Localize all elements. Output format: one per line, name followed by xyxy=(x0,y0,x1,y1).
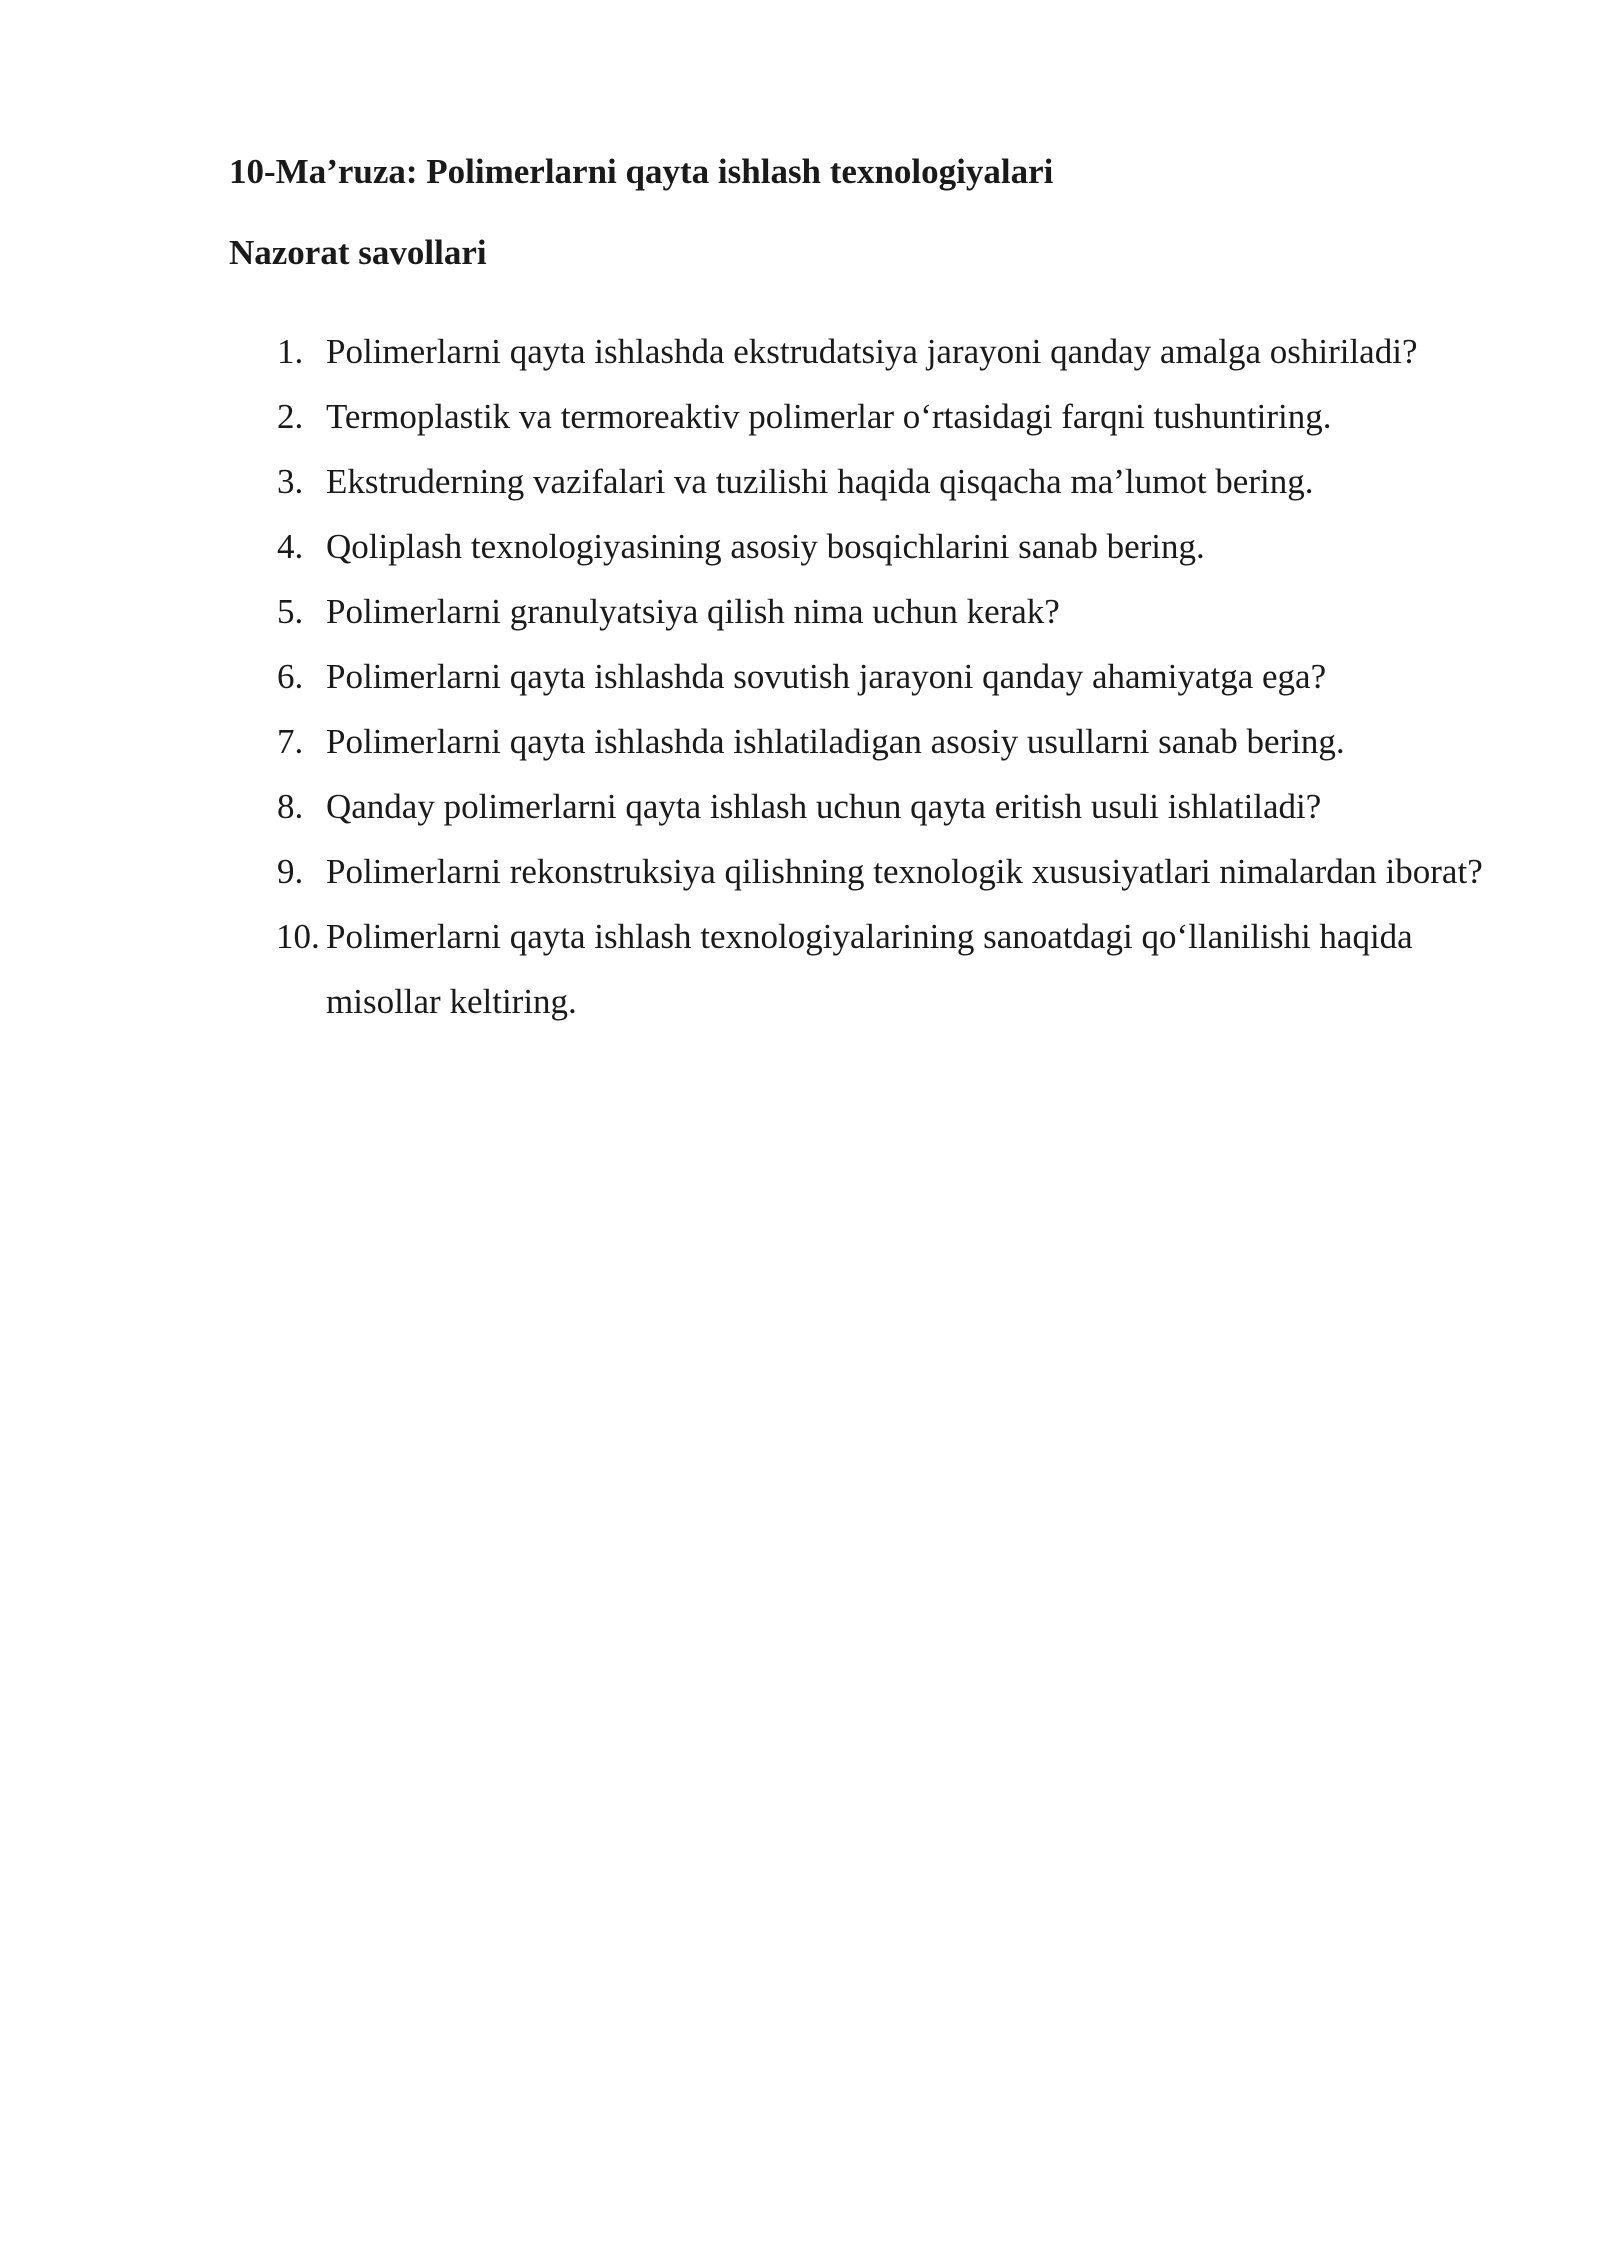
page-title: 10-Ma’ruza: Polimerlarni qayta ishlash texnologiyalari xyxy=(229,152,1054,191)
list-item xyxy=(229,579,1489,644)
question-number: 5. xyxy=(277,592,304,631)
question-list xyxy=(229,319,1489,1034)
question-text: Polimerlarni qayta ishlash texnologiyalarining sanoatdagi qo‘llanilishi haqida misollar keltiring. xyxy=(326,917,1413,1021)
list-item xyxy=(229,904,1489,1034)
list-item xyxy=(229,709,1489,774)
document-page xyxy=(229,148,1489,1034)
question-number: 1. xyxy=(277,332,304,371)
question-number: 7. xyxy=(277,722,304,761)
question-number: 2. xyxy=(277,397,304,436)
list-item xyxy=(229,644,1489,709)
list-item xyxy=(229,514,1489,579)
section-heading: Nazorat savollari xyxy=(229,233,487,272)
question-text: Qoliplash texnologiyasining asosiy bosqichlarini sanab bering. xyxy=(326,527,1205,566)
list-item xyxy=(229,384,1489,449)
list-item xyxy=(229,839,1489,904)
list-item xyxy=(229,774,1489,839)
question-number: 4. xyxy=(277,527,304,566)
question-number: 9. xyxy=(277,852,304,891)
question-text: Polimerlarni qayta ishlashda ishlatiladigan asosiy usullarni sanab bering. xyxy=(326,722,1345,761)
question-text: Polimerlarni granulyatsiya qilish nima uchun kerak? xyxy=(326,592,1060,631)
question-text: Ekstruderning vazifalari va tuzilishi haqida qisqacha ma’lumot bering. xyxy=(326,462,1314,501)
question-number: 10. xyxy=(276,917,320,956)
question-text: Polimerlarni rekonstruksiya qilishning texnologik xususiyatlari nimalardan iborat? xyxy=(326,852,1483,891)
question-number: 6. xyxy=(277,657,304,696)
question-number: 8. xyxy=(277,787,304,826)
question-text: Qanday polimerlarni qayta ishlash uchun qayta eritish usuli ishlatiladi? xyxy=(326,787,1322,826)
question-text: Polimerlarni qayta ishlashda ekstrudatsiya jarayoni qanday amalga oshiriladi? xyxy=(326,332,1418,371)
list-item xyxy=(229,449,1489,514)
list-item xyxy=(229,319,1489,384)
question-number: 3. xyxy=(277,462,304,501)
question-text: Termoplastik va termoreaktiv polimerlar o‘rtasidagi farqni tushuntiring. xyxy=(326,397,1332,436)
question-text: Polimerlarni qayta ishlashda sovutish jarayoni qanday ahamiyatga ega? xyxy=(326,657,1327,696)
